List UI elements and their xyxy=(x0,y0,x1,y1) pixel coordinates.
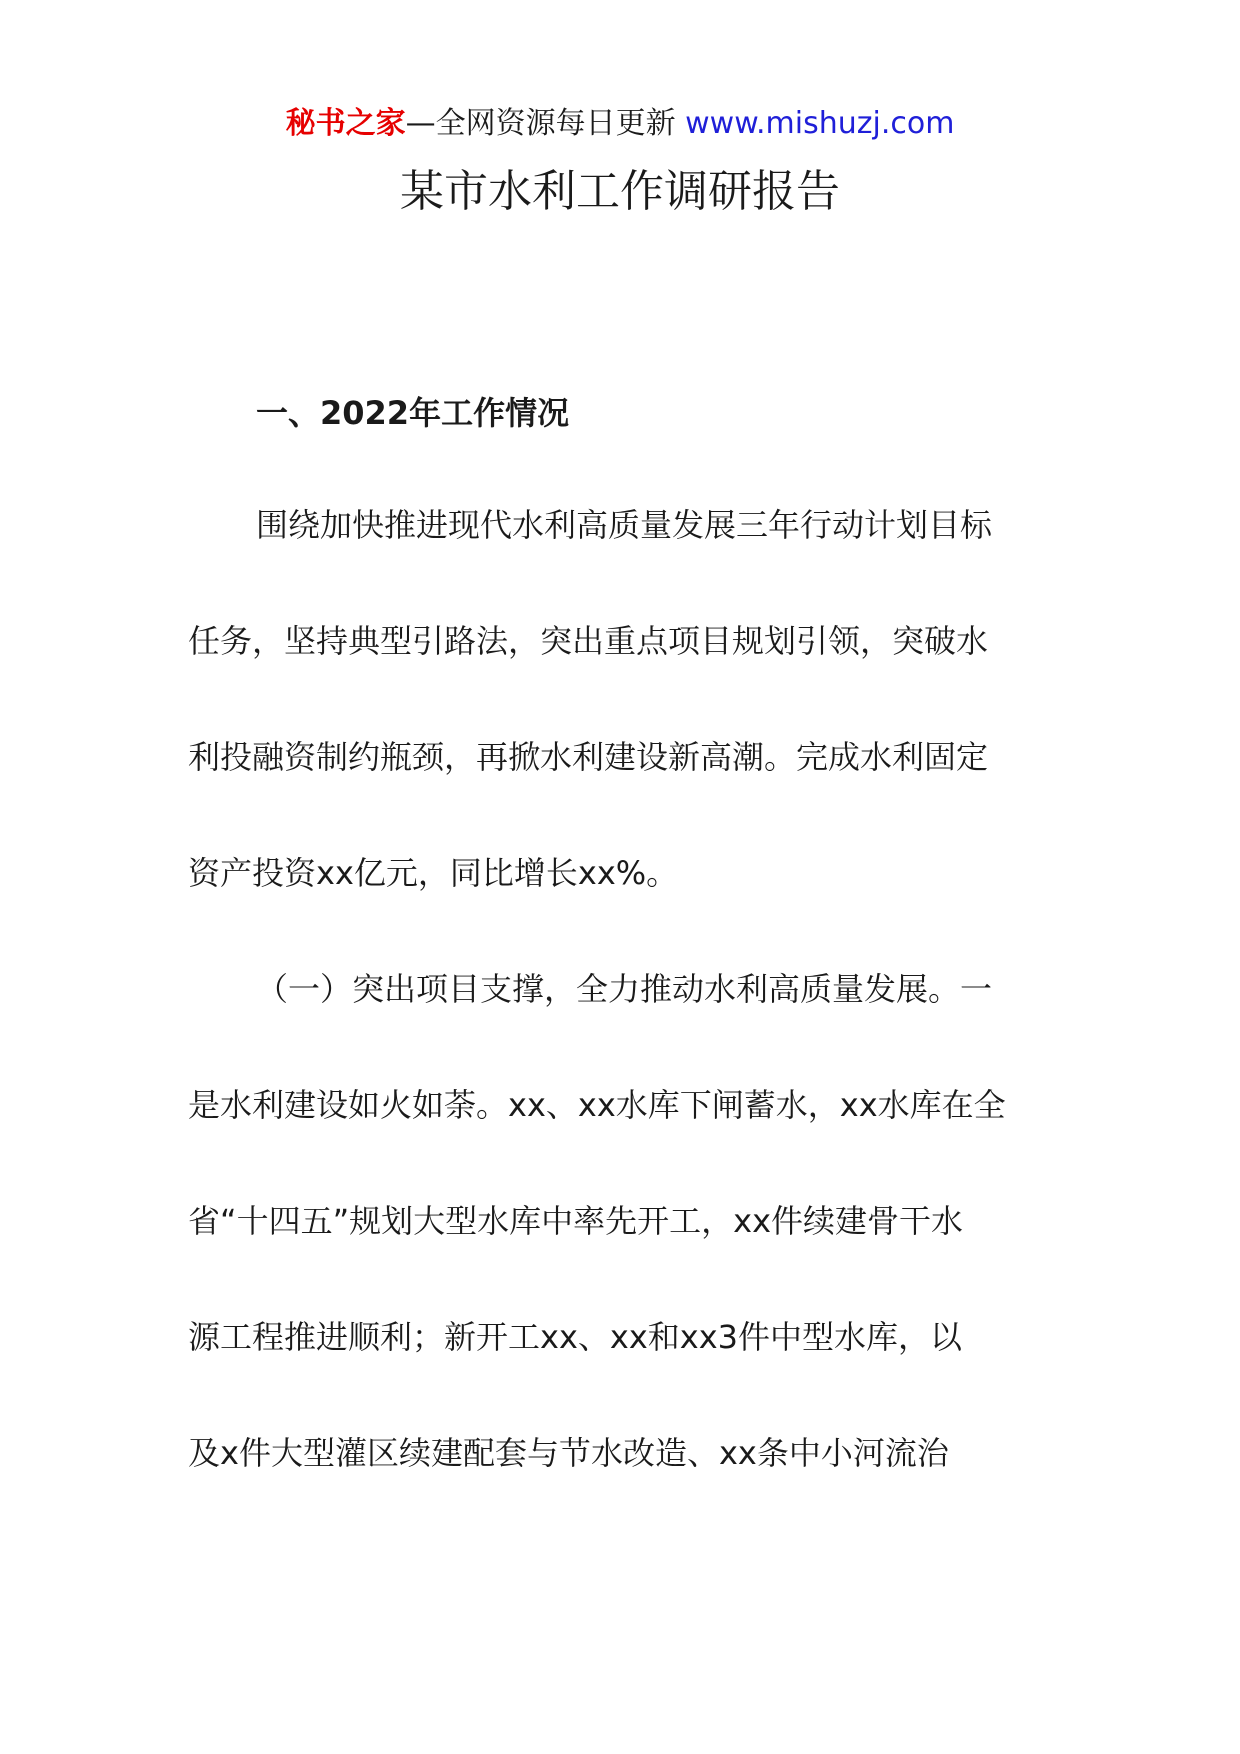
document-title: 某市水利工作调研报告 xyxy=(400,166,840,217)
paragraph-line: 省“十四五”规划大型水库中率先开工，xx件续建骨干水 xyxy=(188,1202,964,1240)
banner-slogan: —全网资源每日更新 xyxy=(405,106,676,141)
banner-url-link[interactable]: www.mishuzj.com xyxy=(685,106,955,141)
paragraph-line: 是水利建设如火如荼。xx、xx水库下闸蓄水，xx水库在全 xyxy=(188,1086,1006,1124)
banner-brand: 秘书之家 xyxy=(285,106,406,141)
paragraph-line: 资产投资xx亿元，同比增长xx%。 xyxy=(188,854,679,892)
paragraph-line: 任务，坚持典型引路法，突出重点项目规划引领，突破水 xyxy=(188,622,989,660)
site-banner xyxy=(0,100,1240,148)
paragraph-line: 源工程推进顺利；新开工xx、xx和xx3件中型水库，以 xyxy=(188,1318,962,1356)
paragraph-line: 围绕加快推进现代水利高质量发展三年行动计划目标 xyxy=(256,506,993,544)
paragraph-line: 利投融资制约瓶颈，再掀水利建设新高潮。完成水利固定 xyxy=(188,738,989,776)
paragraph-line: （一）突出项目支撑，全力推动水利高质量发展。一 xyxy=(256,970,993,1008)
section-heading: 一、2022年工作情况 xyxy=(256,394,570,432)
paragraph-line: 及x件大型灌区续建配套与节水改造、xx条中小河流治 xyxy=(188,1434,949,1472)
